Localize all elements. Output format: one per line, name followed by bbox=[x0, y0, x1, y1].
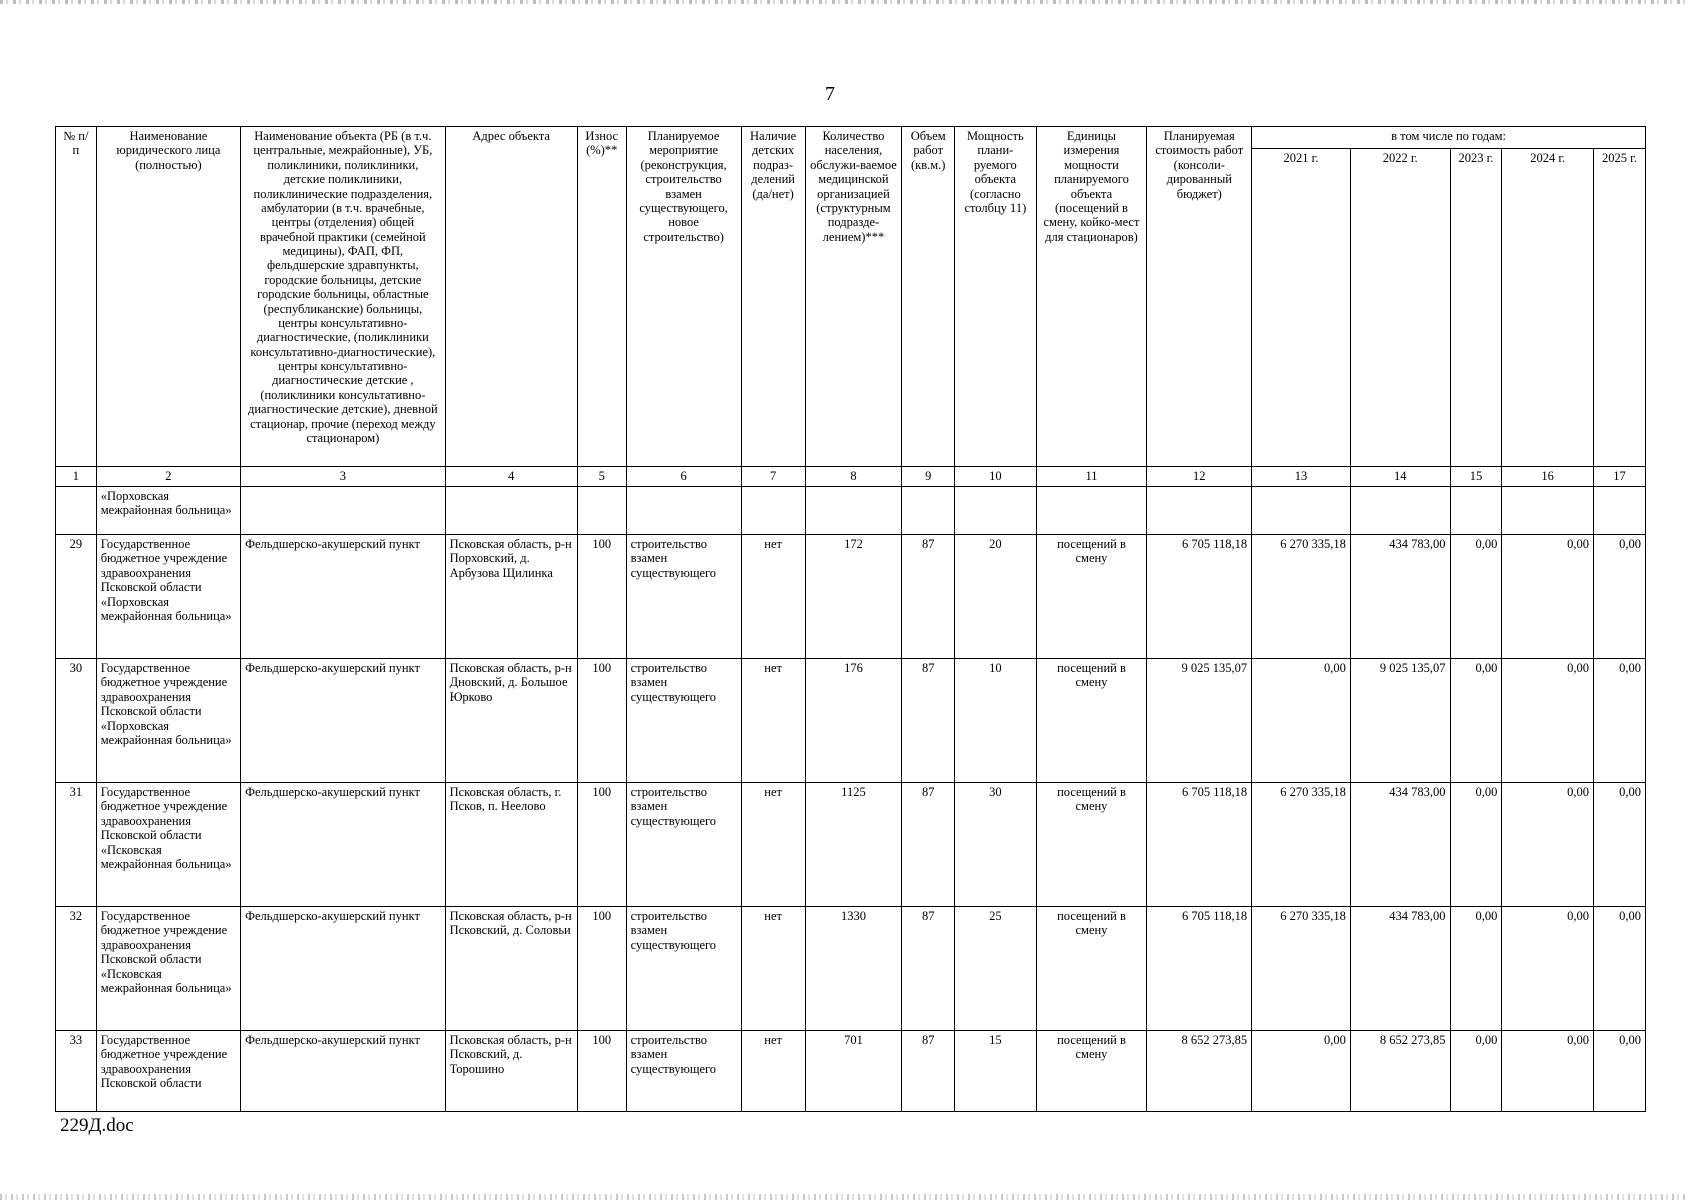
cost-2024: 0,00 bbox=[1502, 659, 1594, 783]
table-cell bbox=[805, 487, 902, 535]
table-cell bbox=[1502, 487, 1594, 535]
column-number: 11 bbox=[1036, 467, 1147, 487]
work-volume: 87 bbox=[902, 535, 955, 659]
continued-legal-entity: «Порховская межрайонная больница» bbox=[96, 487, 240, 535]
table-cell bbox=[741, 487, 805, 535]
children-units: нет bbox=[741, 535, 805, 659]
population: 1330 bbox=[805, 907, 902, 1031]
scan-bottom-edge bbox=[0, 1194, 1686, 1200]
cost-2024: 0,00 bbox=[1502, 783, 1594, 907]
row-number: 31 bbox=[56, 783, 97, 907]
population: 172 bbox=[805, 535, 902, 659]
wear-percent: 100 bbox=[577, 1031, 626, 1112]
object-address: Псковская область, р-н Псковский, д. Торошино bbox=[445, 1031, 577, 1112]
cost-2022: 9 025 135,07 bbox=[1350, 659, 1450, 783]
table-cell bbox=[1036, 487, 1147, 535]
capacity-units: посещений в смену bbox=[1036, 783, 1147, 907]
planned-cost: 6 705 118,18 bbox=[1147, 907, 1252, 1031]
planned-cost: 8 652 273,85 bbox=[1147, 1031, 1252, 1112]
table-row bbox=[56, 659, 1646, 783]
wear-percent: 100 bbox=[577, 659, 626, 783]
capacity: 10 bbox=[955, 659, 1036, 783]
cost-2023: 0,00 bbox=[1450, 783, 1502, 907]
object-address: Псковская область, р-н Порховский, д. Арбузова Щилинка bbox=[445, 535, 577, 659]
planned-action: строительство взамен существующего bbox=[626, 907, 741, 1031]
column-number: 1 bbox=[56, 467, 97, 487]
cost-2021: 6 270 335,18 bbox=[1252, 907, 1351, 1031]
column-number: 5 bbox=[577, 467, 626, 487]
table-cell bbox=[445, 487, 577, 535]
work-volume: 87 bbox=[902, 783, 955, 907]
planned-cost: 6 705 118,18 bbox=[1147, 783, 1252, 907]
capacity-units: посещений в смену bbox=[1036, 659, 1147, 783]
column-number: 16 bbox=[1502, 467, 1594, 487]
column-number: 14 bbox=[1350, 467, 1450, 487]
children-units: нет bbox=[741, 1031, 805, 1112]
continuation-row bbox=[56, 487, 1646, 535]
table-cell bbox=[577, 487, 626, 535]
column-number: 9 bbox=[902, 467, 955, 487]
population: 701 bbox=[805, 1031, 902, 1112]
wear-percent: 100 bbox=[577, 783, 626, 907]
header-row bbox=[56, 127, 1646, 149]
cost-2023: 0,00 bbox=[1450, 659, 1502, 783]
cost-2021: 0,00 bbox=[1252, 1031, 1351, 1112]
column-number: 17 bbox=[1593, 467, 1645, 487]
column-number: 12 bbox=[1147, 467, 1252, 487]
cost-2024: 0,00 bbox=[1502, 1031, 1594, 1112]
table-row bbox=[56, 1031, 1646, 1112]
cost-2022: 434 783,00 bbox=[1350, 907, 1450, 1031]
header-years-group: в том числе по годам: bbox=[1252, 127, 1646, 149]
header-population: Количество населения, обслужи-ваемое медицинской организацией (структурным подразде-лением)*** bbox=[805, 127, 902, 467]
object-address: Псковская область, р-н Псковский, д. Соловьи bbox=[445, 907, 577, 1031]
column-number: 4 bbox=[445, 467, 577, 487]
header-num: № п/п bbox=[56, 127, 97, 467]
header-year: 2022 г. bbox=[1350, 149, 1450, 467]
scan-top-edge bbox=[0, 0, 1686, 4]
cost-2025: 0,00 bbox=[1593, 535, 1645, 659]
cost-2021: 6 270 335,18 bbox=[1252, 535, 1351, 659]
object-address: Псковская область, г. Псков, п. Неелово bbox=[445, 783, 577, 907]
table-cell bbox=[1252, 487, 1351, 535]
planned-action: строительство взамен существующего bbox=[626, 535, 741, 659]
cost-2023: 0,00 bbox=[1450, 907, 1502, 1031]
investment-table bbox=[55, 126, 1646, 1112]
table-cell bbox=[1593, 487, 1645, 535]
header-year: 2025 г. bbox=[1593, 149, 1645, 467]
capacity-units: посещений в смену bbox=[1036, 535, 1147, 659]
table-cell bbox=[1350, 487, 1450, 535]
table-cell bbox=[626, 487, 741, 535]
object-name: Фельдшерско-акушерский пункт bbox=[241, 1031, 445, 1112]
wear-percent: 100 bbox=[577, 907, 626, 1031]
work-volume: 87 bbox=[902, 1031, 955, 1112]
cost-2025: 0,00 bbox=[1593, 907, 1645, 1031]
legal-entity: Государственное бюджетное учреждение здравоохранения Псковской области «Порховская межрайонная больница» bbox=[96, 659, 240, 783]
column-number: 10 bbox=[955, 467, 1036, 487]
row-number: 32 bbox=[56, 907, 97, 1031]
page-number: 7 bbox=[825, 83, 835, 105]
column-number: 6 bbox=[626, 467, 741, 487]
column-number: 8 bbox=[805, 467, 902, 487]
table-cell bbox=[1147, 487, 1252, 535]
legal-entity: Государственное бюджетное учреждение здравоохранения Псковской области «Псковская межрайонная больница» bbox=[96, 907, 240, 1031]
capacity: 25 bbox=[955, 907, 1036, 1031]
cost-2024: 0,00 bbox=[1502, 535, 1594, 659]
capacity: 20 bbox=[955, 535, 1036, 659]
column-number: 7 bbox=[741, 467, 805, 487]
planned-cost: 9 025 135,07 bbox=[1147, 659, 1252, 783]
table-cell bbox=[955, 487, 1036, 535]
children-units: нет bbox=[741, 907, 805, 1031]
population: 176 bbox=[805, 659, 902, 783]
cost-2021: 0,00 bbox=[1252, 659, 1351, 783]
header-volume: Объем работ (кв.м.) bbox=[902, 127, 955, 467]
header-capacity-units: Единицы измерения мощности планируемого объекта (посещений в смену, койко-мест для стационаров) bbox=[1036, 127, 1147, 467]
cost-2022: 434 783,00 bbox=[1350, 783, 1450, 907]
table-row bbox=[56, 535, 1646, 659]
object-name: Фельдшерско-акушерский пункт bbox=[241, 535, 445, 659]
header-year: 2024 г. bbox=[1502, 149, 1594, 467]
header-object-name: Наименование объекта (РБ (в т.ч. центральные, межрайонные), УБ, поликлиники, поликлиники, детские поликлиники, поликлинические подразделения, амбулатории (в т.ч. врачебные, центры (отделения) общей врачебной практики (семейной медицины), ФАП, ФП, фельдшерские здравпункты, городские больницы, детские городские больницы, областные (республиканские) больницы, центры консультативно-диагностические, (поликлиники консультативно-диагностические), центры консультативно-диагностические детские , (поликлиники консультативно-диагностические детские), дневной стационар, прочие (переход между стационаром) bbox=[241, 127, 445, 467]
planned-action: строительство взамен существующего bbox=[626, 659, 741, 783]
cost-2025: 0,00 bbox=[1593, 783, 1645, 907]
row-number: 30 bbox=[56, 659, 97, 783]
header-capacity: Мощность плани-руемого объекта (согласно столбцу 11) bbox=[955, 127, 1036, 467]
header-children-units: Наличие детских подраз-делений (да/нет) bbox=[741, 127, 805, 467]
header-year: 2021 г. bbox=[1252, 149, 1351, 467]
cost-2024: 0,00 bbox=[1502, 907, 1594, 1031]
planned-action: строительство взамен существующего bbox=[626, 783, 741, 907]
header-planned-action: Планируемое мероприятие (реконструкция, строительство взамен существующего, новое строительство) bbox=[626, 127, 741, 467]
capacity-units: посещений в смену bbox=[1036, 1031, 1147, 1112]
object-name: Фельдшерско-акушерский пункт bbox=[241, 783, 445, 907]
column-number: 15 bbox=[1450, 467, 1502, 487]
row-number: 29 bbox=[56, 535, 97, 659]
capacity: 15 bbox=[955, 1031, 1036, 1112]
header-legal-entity: Наименование юридического лица (полностью) bbox=[96, 127, 240, 467]
table-row bbox=[56, 783, 1646, 907]
legal-entity: Государственное бюджетное учреждение здравоохранения Псковской области «Порховская межрайонная больница» bbox=[96, 535, 240, 659]
table-cell bbox=[902, 487, 955, 535]
table-row bbox=[56, 907, 1646, 1031]
wear-percent: 100 bbox=[577, 535, 626, 659]
column-number: 3 bbox=[241, 467, 445, 487]
planned-cost: 6 705 118,18 bbox=[1147, 535, 1252, 659]
header-year: 2023 г. bbox=[1450, 149, 1502, 467]
cost-2022: 8 652 273,85 bbox=[1350, 1031, 1450, 1112]
legal-entity: Государственное бюджетное учреждение здравоохранения Псковской области bbox=[96, 1031, 240, 1112]
object-name: Фельдшерско-акушерский пункт bbox=[241, 659, 445, 783]
cost-2022: 434 783,00 bbox=[1350, 535, 1450, 659]
header-planned-cost: Планируемая стоимость работ (консоли-дированный бюджет) bbox=[1147, 127, 1252, 467]
legal-entity: Государственное бюджетное учреждение здравоохранения Псковской области «Псковская межрайонная больница» bbox=[96, 783, 240, 907]
population: 1125 bbox=[805, 783, 902, 907]
cost-2021: 6 270 335,18 bbox=[1252, 783, 1351, 907]
planned-action: строительство взамен существующего bbox=[626, 1031, 741, 1112]
table-cell bbox=[1450, 487, 1502, 535]
children-units: нет bbox=[741, 659, 805, 783]
cost-2023: 0,00 bbox=[1450, 535, 1502, 659]
column-number-row bbox=[56, 467, 1646, 487]
capacity-units: посещений в смену bbox=[1036, 907, 1147, 1031]
header-wear: Износ (%)** bbox=[577, 127, 626, 467]
cost-2025: 0,00 bbox=[1593, 1031, 1645, 1112]
header-address: Адрес объекта bbox=[445, 127, 577, 467]
cost-2023: 0,00 bbox=[1450, 1031, 1502, 1112]
cost-2025: 0,00 bbox=[1593, 659, 1645, 783]
document-file-name: 229Д.doc bbox=[60, 1115, 134, 1136]
row-number: 33 bbox=[56, 1031, 97, 1112]
column-number: 2 bbox=[96, 467, 240, 487]
capacity: 30 bbox=[955, 783, 1036, 907]
object-address: Псковская область, р-н Дновский, д. Большое Юрково bbox=[445, 659, 577, 783]
work-volume: 87 bbox=[902, 907, 955, 1031]
object-name: Фельдшерско-акушерский пункт bbox=[241, 907, 445, 1031]
children-units: нет bbox=[741, 783, 805, 907]
table-cell bbox=[56, 487, 97, 535]
column-number: 13 bbox=[1252, 467, 1351, 487]
work-volume: 87 bbox=[902, 659, 955, 783]
table-cell bbox=[241, 487, 445, 535]
